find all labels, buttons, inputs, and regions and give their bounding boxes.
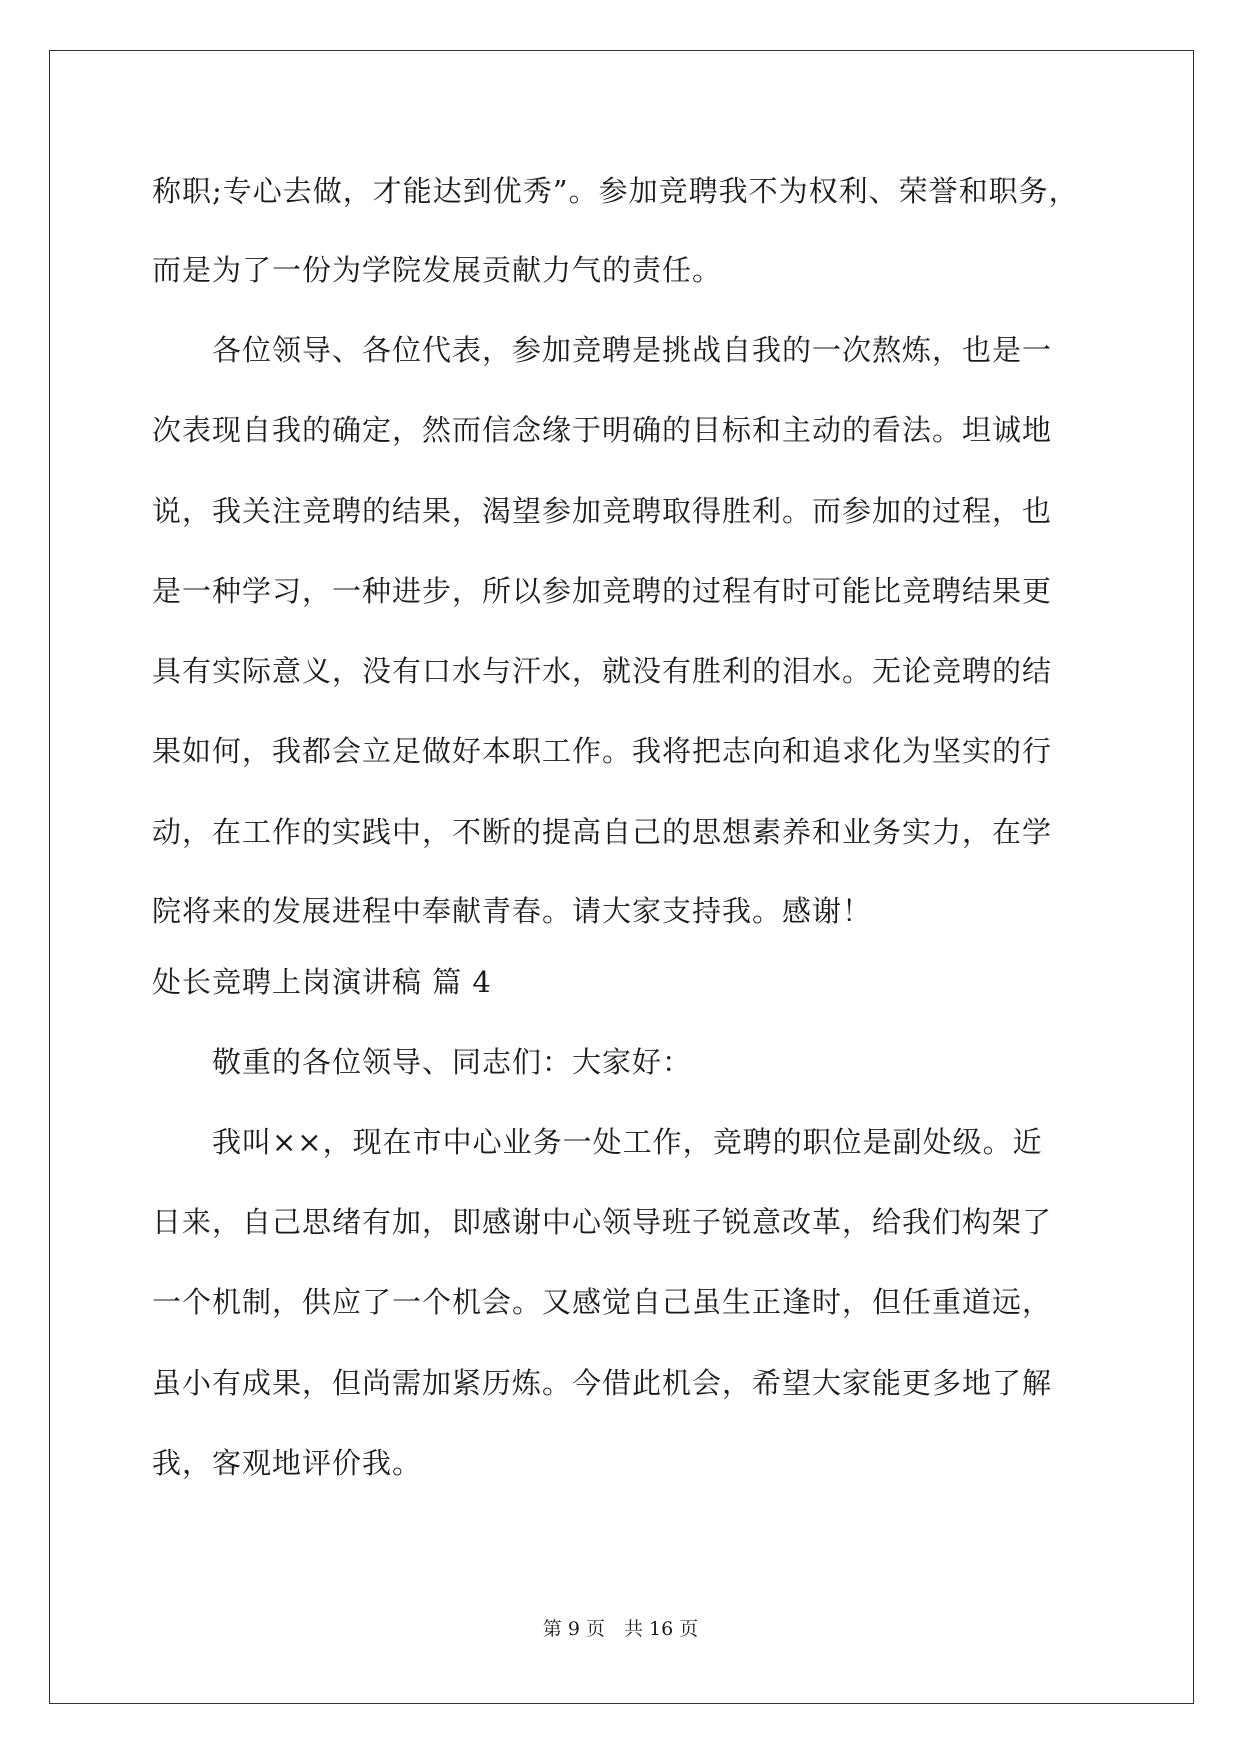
- section-heading: 处长竞聘上岗演讲稿 篇 4: [152, 965, 492, 999]
- text-line-3: 各位领导、各位代表，参加竞聘是挑战自我的一次熬炼，也是一: [212, 333, 1053, 367]
- text-line-15: 一个机制，供应了一个机会。又感觉自己虽生正逢时，但任重道远，: [152, 1285, 1053, 1319]
- page-number-footer: 第 9 页 共 16 页: [542, 1618, 699, 1640]
- text-line-5: 说，我关注竞聘的结果，渴望参加竞聘取得胜利。而参加的过程，也: [152, 494, 1053, 528]
- text-line-6: 是一种学习，一种进步，所以参加竞聘的过程有时可能比竞聘结果更: [152, 574, 1053, 608]
- text-line-13: 我叫××，现在市中心业务一处工作，竞聘的职位是副处级。近: [212, 1125, 1043, 1159]
- text-line-9: 动，在工作的实践中，不断的提高自己的思想素养和业务实力，在学: [152, 815, 1053, 849]
- text-line-10: 院将来的发展进程中奉献青春。请大家支持我。感谢！: [152, 894, 873, 928]
- text-line-2: 而是为了一份为学院发展贡献力气的责任。: [152, 253, 723, 287]
- text-line-8: 果如何，我都会立足做好本职工作。我将把志向和追求化为坚实的行: [152, 734, 1053, 768]
- text-line-14: 日来，自己思绪有加，即感谢中心领导班子锐意改革，给我们构架了: [152, 1205, 1053, 1239]
- text-line-1: 称职;专心去做，才能达到优秀”。参加竞聘我不为权利、荣誉和职务，: [152, 174, 1079, 208]
- text-line-17: 我，客观地评价我。: [152, 1446, 423, 1480]
- text-line-4: 次表现自我的确定，然而信念缘于明确的目标和主动的看法。坦诚地: [152, 413, 1053, 447]
- text-line-12: 敬重的各位领导、同志们：大家好：: [212, 1045, 693, 1079]
- text-line-7: 具有实际意义，没有口水与汗水，就没有胜利的泪水。无论竞聘的结: [152, 654, 1053, 688]
- text-line-16: 虽小有成果，但尚需加紧历炼。今借此机会，希望大家能更多地了解: [152, 1366, 1053, 1400]
